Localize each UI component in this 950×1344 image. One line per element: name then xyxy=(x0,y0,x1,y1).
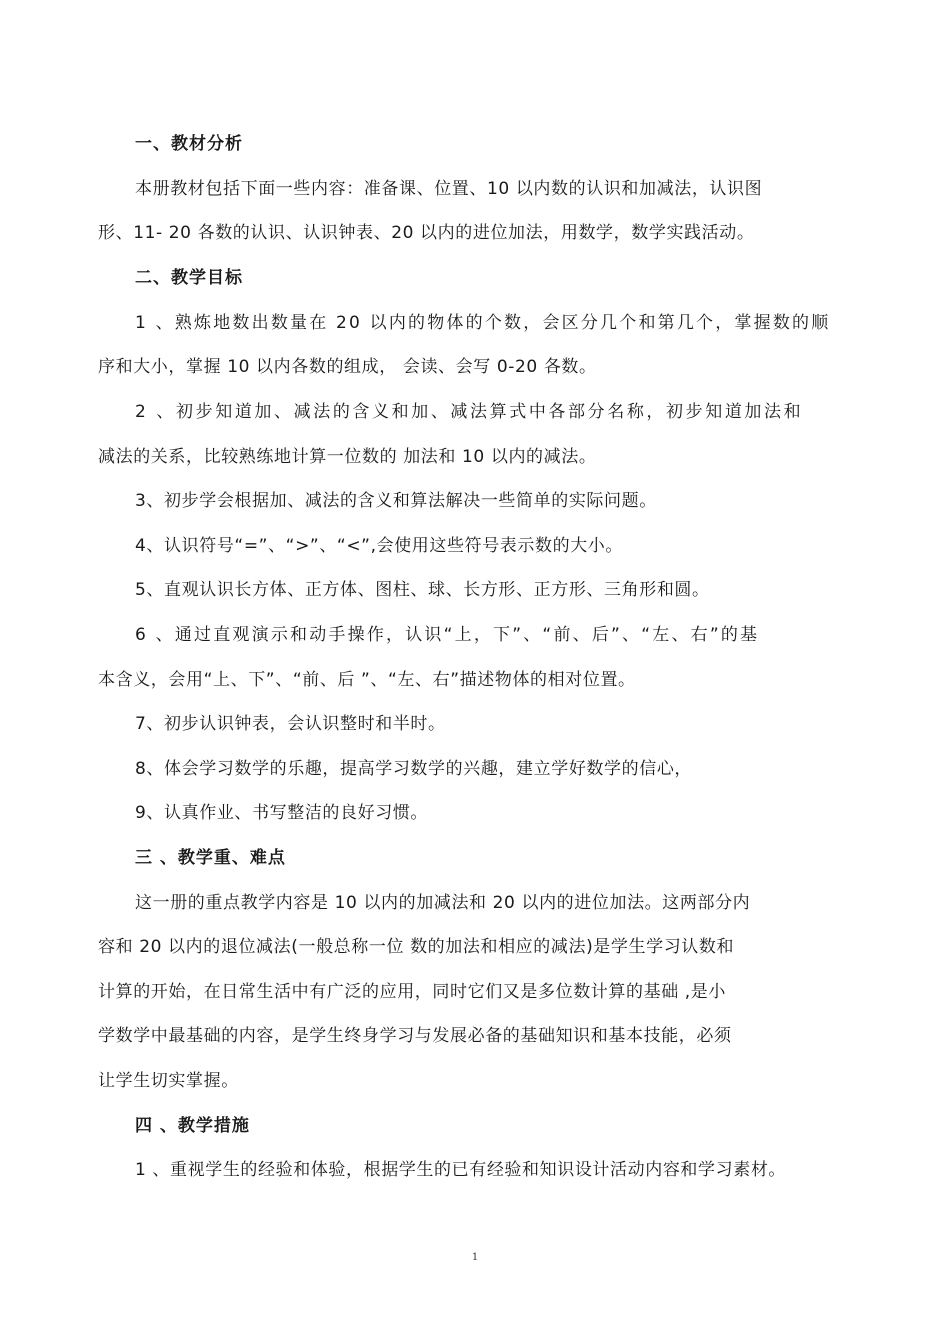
section-heading: 四 、教学措施 xyxy=(135,1116,250,1136)
paragraph-line: 7、初步认识钟表，会认识整时和半时。 xyxy=(135,714,446,734)
section-heading: 二、教学目标 xyxy=(135,268,243,288)
paragraph-line: 1 、重视学生的经验和体验，根据学生的已有经验和知识设计活动内容和学习素材。 xyxy=(135,1160,787,1180)
paragraph-line: 本册教材包括下面一些内容：准备课、位置、10 以内数的认识和加减法，认识图 xyxy=(135,179,763,199)
paragraph-line: 这一册的重点教学内容是 10 以内的加减法和 20 以内的进位加法。这两部分内 xyxy=(135,893,751,913)
page-number: 1 xyxy=(471,1252,479,1263)
section-heading: 一、教材分析 xyxy=(135,134,243,154)
paragraph-line: 计算的开始，在日常生活中有广泛的应用，同时它们又是多位数计算的基础 ,是小 xyxy=(98,982,727,1002)
paragraph-line: 8、体会学习数学的乐趣，提高学习数学的兴趣，建立学好数学的信心， xyxy=(135,759,693,779)
paragraph-line: 9、认真作业、书写整洁的良好习惯。 xyxy=(135,803,429,823)
section-heading: 三 、教学重、难点 xyxy=(135,848,286,868)
paragraph-line: 减法的关系，比较熟练地计算一位数的 加法和 10 以内的减法。 xyxy=(98,447,597,467)
paragraph-line: 序和大小，掌握 10 以内各数的组成， 会读、会写 0-20 各数。 xyxy=(98,357,597,377)
paragraph-line: 让学生切实掌握。 xyxy=(98,1071,239,1091)
paragraph-line: 2 、初步知道加、减法的含义和加、减法算式中各部分名称，初步知道加法和 xyxy=(135,402,804,422)
paragraph-line: 6 、通过直观演示和动手操作，认识“上，下”、“前、后”、“左、右”的基 xyxy=(135,625,760,645)
paragraph-line: 容和 20 以内的退位减法(一般总称一位 数的加法和相应的减法)是学生学习认数和 xyxy=(98,937,735,957)
paragraph-line: 1 、熟炼地数出数量在 20 以内的物体的个数，会区分几个和第几个，掌握数的顺 xyxy=(135,313,831,333)
paragraph-line: 本含义，会用“上、下”、“前、后 ”、“左、右”描述物体的相对位置。 xyxy=(98,670,636,690)
paragraph-line: 3、初步学会根据加、减法的含义和算法解决一些简单的实际问题。 xyxy=(135,491,657,511)
paragraph-line: 形、11- 20 各数的认识、认识钟表、20 以内的进位加法，用数学，数学实践活动。 xyxy=(98,223,755,243)
paragraph-line: 4、认识符号“=”、“>”、“<”,会使用这些符号表示数的大小。 xyxy=(135,536,623,556)
paragraph-line: 5、直观认识长方体、正方体、图柱、球、长方形、正方形、三角形和圆。 xyxy=(135,580,710,600)
paragraph-line: 学数学中最基础的内容，是学生终身学习与发展必备的基础知识和基本技能，必须 xyxy=(98,1026,732,1046)
